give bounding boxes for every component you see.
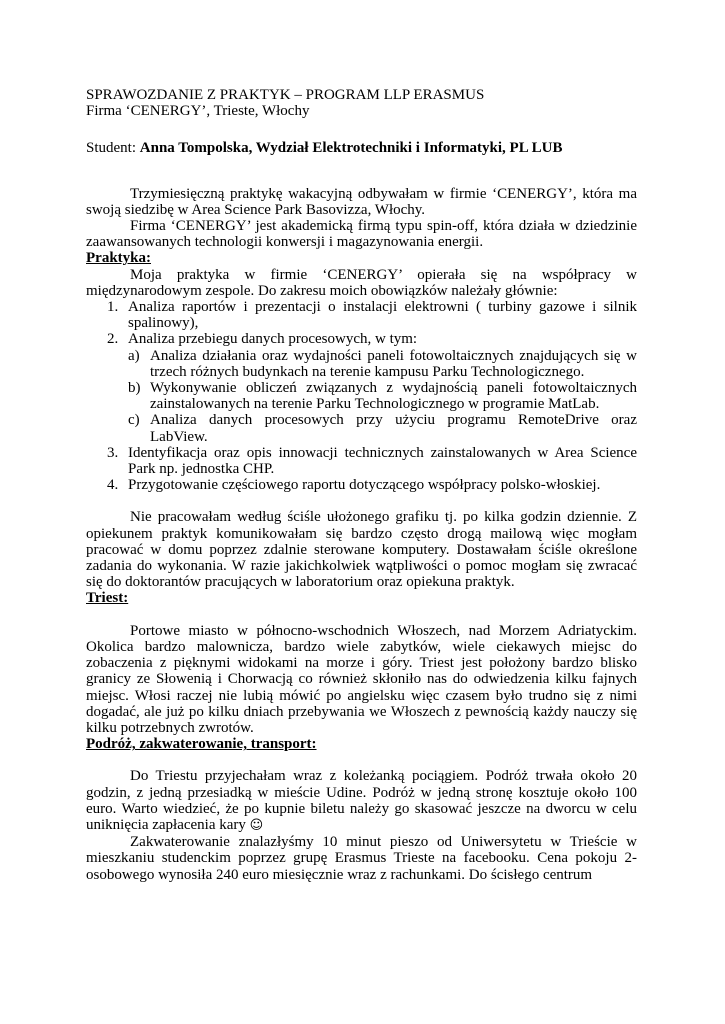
podroz-paragraph-2: Zakwaterowanie znalazłyśmy 10 minut pieszo od Uniwersytetu w Trieście w mieszkaniu studenckim poprzez grupę Erasmus Trieste na facebooku. Cena pokoju 2-osobowego wynosiła 240 euro miesięcznie wraz z rachunkami. Do ścisłego centrum (86, 834, 637, 883)
triest-paragraph: Portowe miasto w północno-wschodnich Włoszech, nad Morzem Adriatyckim. Okolica bardzo malownicza, bardzo wiele zabytków, wiele ciekawych miejsc do zobaczenia z pięknymi widokami na morze i góry. Triest jest położony bardzo blisko granicy ze Słowenią i Chorwacją co również skłoniło nas do odwiedzenia kilku fajnych miejsc. Włosi raczej nie lubią mówić po angielsku więc czasem było trudno się z nimi dogadać, ale już po kilku dniach przebywania we Włoszech z pewnością każdy nauczy się kilku potrzebnych zwrotów. (86, 622, 637, 736)
sub-list-item-letter: c) (128, 412, 140, 429)
list-item-number: 4. (107, 477, 119, 494)
sub-list-item-letter: b) (128, 380, 141, 397)
student-label: Student: (86, 140, 140, 157)
student-name: Anna Tompolska, Wydział Elektrotechniki i Informatyki, PL LUB (139, 140, 563, 157)
intro-paragraph-2: Firma ‘CENERGY’ jest akademicką firmą typu spin-off, która działa w dziedzinie zaawansowanych technologii konwersji i magazynowania energii. (86, 218, 637, 251)
list-item (86, 477, 637, 493)
praktyka-intro: Moja praktyka w firmie ‘CENERGY’ opierała się na współpracy w międzynarodowym zespole. Do zakresu moich obowiązków należały głównie: (86, 266, 637, 299)
list-item-number: 1. (107, 299, 119, 316)
list-item (86, 299, 637, 331)
list-item-text: Analiza przebiegu danych procesowych, w tym: (128, 331, 418, 348)
sub-list-item (128, 380, 637, 412)
list-item (86, 445, 637, 477)
student-line (86, 140, 637, 156)
list-item-text: Identyfikacja oraz opis innowacji technicznych zainstalowanych w Area Science Park np. jednostka CHP. (128, 444, 637, 478)
sub-list-item-text: Wykonywanie obliczeń związanych z wydajnością paneli fotowoltaicznych zainstalowanych na terenie Parku Technologicznego w programie MatLab. (150, 380, 637, 413)
section-heading-praktyka: Praktyka: (86, 250, 151, 267)
podroz-paragraph-1 (86, 768, 637, 834)
report-title: SPRAWOZDANIE Z PRAKTYK – PROGRAM LLP ERASMUS (86, 87, 485, 103)
section-heading-podroz: Podróż, zakwaterowanie, transport: (86, 736, 317, 753)
sub-list-item (128, 412, 637, 444)
list-item (86, 331, 637, 444)
list-item-number: 2. (107, 331, 119, 348)
praktyka-closing-paragraph: Nie pracowałam według ściśle ułożonego grafiku tj. po kilka godzin dziennie. Z opiekunem praktyk komunikowałam się bardzo często drogą mailową więc mogłam pracować w domu poprzez zdalnie sterowane komputery. Dostawałam ściśle określone zadania do wykonania. W razie jakichkolwiek wątpliwości o pomoc mogłam się zwracać się do doktorantów pracujących w laboratorium oraz opiekuna praktyk. (86, 509, 637, 591)
intro-paragraph-1: Trzymiesięczną praktykę wakacyjną odbywałam w firmie ‘CENERGY’, która ma swoją siedzibę w Area Science Park Basovizza, Włochy. (86, 185, 637, 218)
duties-list (86, 299, 637, 493)
list-item-text: Analiza raportów i prezentacji o instalacji elektrowni ( turbiny gazowe i silnik spalinowy), (128, 299, 637, 332)
list-item-number: 3. (107, 444, 119, 461)
sub-list-item-letter: a) (128, 347, 140, 364)
sub-list-item-text: Analiza danych procesowych przy użyciu programu RemoteDrive oraz LabView. (150, 412, 637, 445)
smiley-icon: ☺ (249, 817, 264, 833)
company-line: Firma ‘CENERGY’, Trieste, Włochy (86, 103, 310, 120)
sub-list-item (128, 348, 637, 380)
sub-list-item-text: Analiza działania oraz wydajności paneli fotowoltaicznych znajdujących się w trzech różnych budynkach na terenie kampusu Parku Technologicznego. (150, 347, 637, 380)
podroz-paragraph-1-text: Do Triestu przyjechałam wraz z koleżanką pociągiem. Podróż trwała około 20 godzin, z jedną przesiadką w mieście Udine. Podróż w jedną stronę kosztuje około 100 euro. Warto wiedzieć, że po kupnie biletu należy go skasować jeszcze na dworcu w celu uniknięcia zapłacenia kary (86, 768, 637, 833)
section-heading-triest: Triest: (86, 590, 129, 607)
sub-list (128, 348, 637, 445)
list-item-text: Przygotowanie częściowego raportu dotyczącego współpracy polsko-włoskiej. (128, 477, 601, 494)
